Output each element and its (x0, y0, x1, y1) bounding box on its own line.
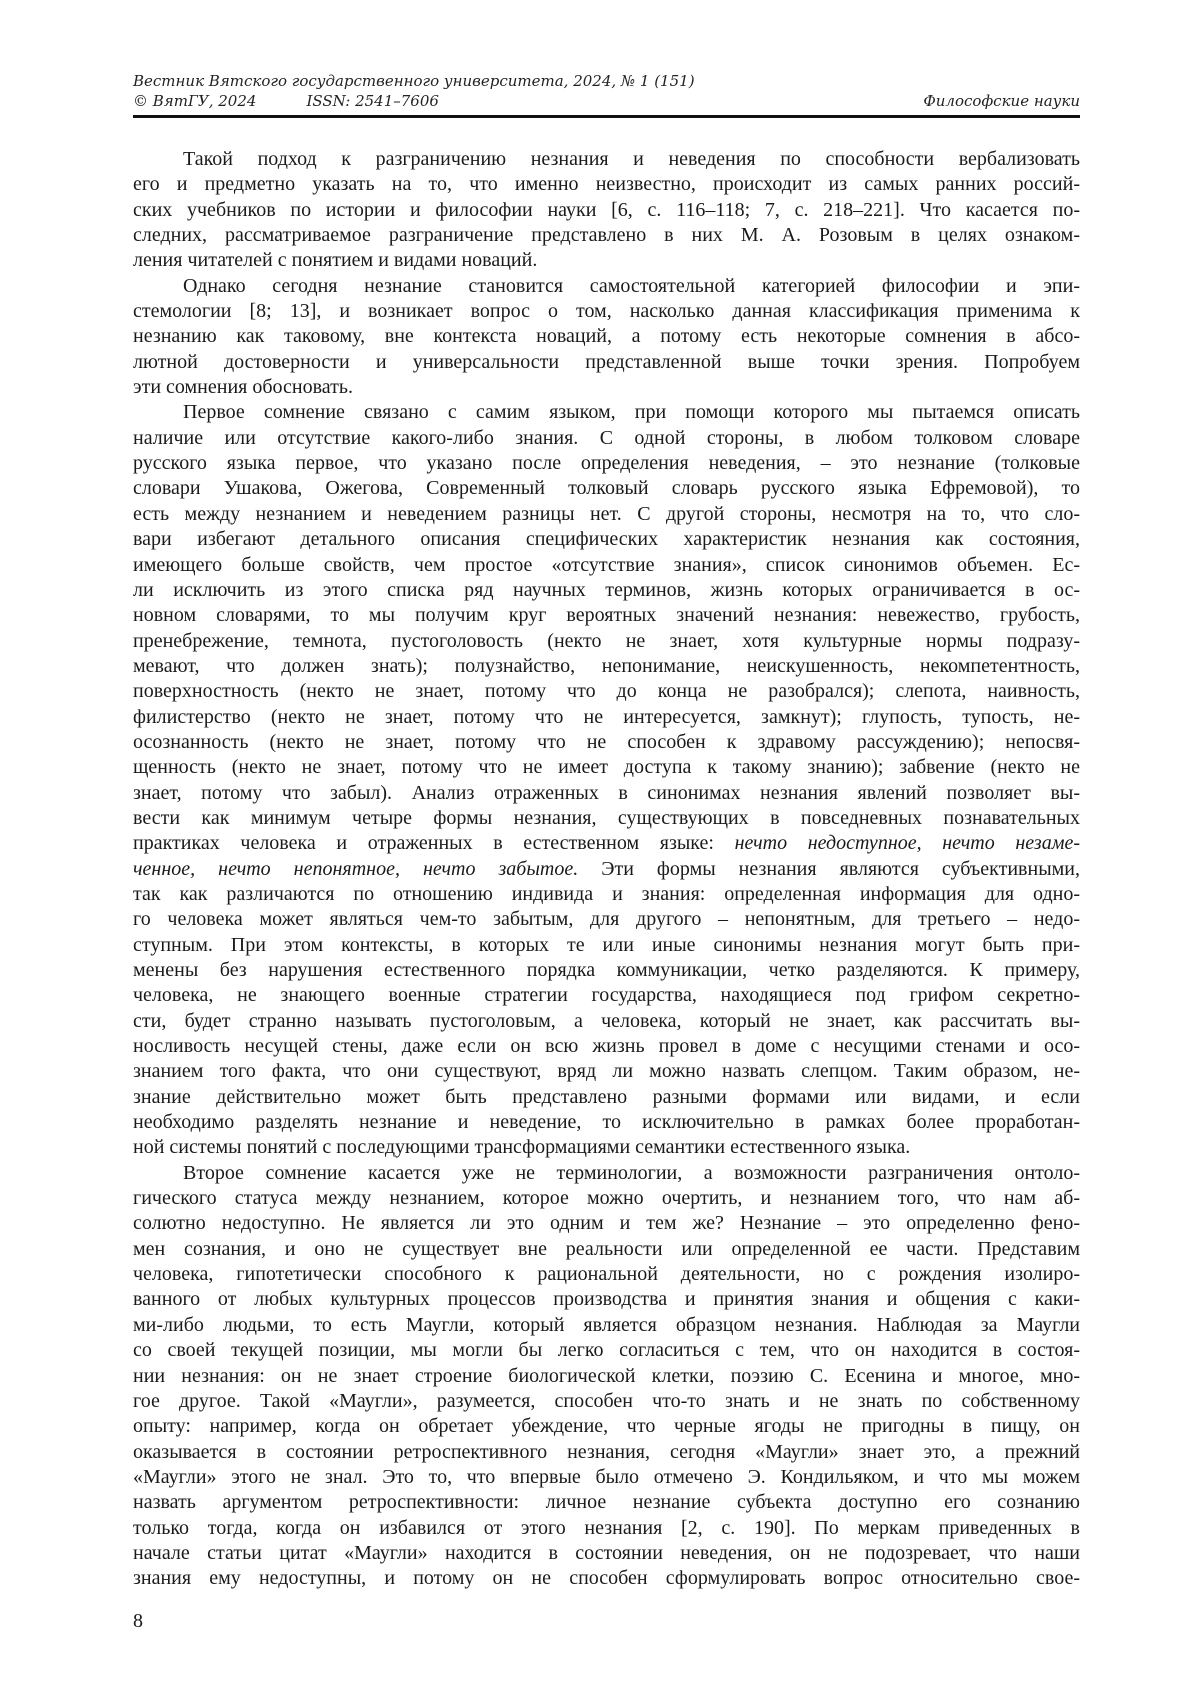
text-line (133, 1414, 1080, 1439)
text-run: Первое сомнение связано с самим языком, при помощи которого мы пытаемся описать (183, 401, 1080, 424)
text-line (133, 1034, 1080, 1059)
text-line (133, 1135, 1080, 1160)
text-line (133, 1237, 1080, 1262)
text-run: эти сомнения обосновать. (133, 376, 354, 399)
text-line (133, 1110, 1080, 1135)
text-run: Эти формы незнания являются субъективными, (578, 857, 1080, 880)
text-line (133, 907, 1080, 932)
text-run: начале статьи цитат «Маугли» находится в состоянии неведения, он не подозревает, что наши (133, 1541, 1080, 1564)
header-rule (133, 115, 1080, 118)
text-line (133, 198, 1080, 223)
text-run: вари избегают детального описания специфических характеристик незнания как состояния, (133, 528, 1080, 551)
text-line (133, 831, 1080, 856)
text-run: филистерство (некто не знает, потому что не интересуется, замкнут); глупость, тупость, не- (133, 705, 1080, 728)
text-line (133, 629, 1080, 654)
text-line (133, 983, 1080, 1008)
text-line (133, 527, 1080, 552)
text-line (133, 730, 1080, 755)
text-run: ной системы понятий с последующими трансформациями семантики естественного языка. (133, 1136, 911, 1159)
text-run: знания ему недоступны, и потому он не способен сформулировать вопрос относительно свое- (133, 1567, 1080, 1590)
text-run: только тогда, когда он избавился от этого незнания [2, с. 190]. По меркам приведенных в (133, 1516, 1080, 1539)
text-line (133, 806, 1080, 831)
issn: ISSN: 2541–7606 (306, 92, 439, 110)
text-line (133, 350, 1080, 375)
text-line (133, 1186, 1080, 1211)
text-run: Однако сегодня незнание становится самостоятельной категорией философии и эпи- (183, 274, 1080, 297)
text-line (133, 1364, 1080, 1389)
text-run: его и предметно указать на то, что именно неизвестно, происходит из самых ранних россий- (133, 173, 1080, 196)
paragraph (133, 1161, 1080, 1592)
text-line (133, 679, 1080, 704)
text-run: «Маугли» этого не знал. Это то, что впервые было отмечено Э. Кондильяком, и что мы можем (133, 1465, 1080, 1488)
text-run: мевают, что должен знать); полузнайство, непонимание, неискушенность, некомпетентность, (133, 654, 1080, 677)
text-run: осознанность (некто не знает, потому что не способен к здравому рассуждению); непосвя- (133, 730, 1080, 753)
text-run: опыту: например, когда он обретает убеждение, что черные ягоды не пригодны в пищу, он (133, 1415, 1080, 1438)
text-line (133, 274, 1080, 299)
text-run: наличие или отсутствие какого-либо знания. С одной стороны, в любом толковом словаре (133, 426, 1080, 449)
text-run: незнанию как таковому, вне контекста новаций, а потому есть некоторые сомнения в абсо- (133, 325, 1080, 348)
text-run: стемологии [8; 13], и возникает вопрос о том, насколько данная классификация применима к (133, 300, 1080, 323)
text-run: лютной достоверности и универсальности представленной выше точки зрения. Попробуем (133, 350, 1080, 373)
text-run: необходимо разделять незнание и неведение, то исключительно в рамках более проработан- (133, 1111, 1080, 1134)
text-run: Такой подход к разграничению незнания и неведения по способности вербализовать (183, 148, 1080, 170)
text-line (133, 654, 1080, 679)
text-line (133, 1541, 1080, 1566)
paragraph (133, 274, 1080, 401)
text-run: ских учебников по истории и философии науки [6, с. 116–118; 7, с. 218–221]. Что касается по- (133, 198, 1080, 221)
text-line (133, 248, 1080, 273)
journal-title: Вестник Вятского государственного университета, 2024, № 1 (151) (133, 72, 695, 90)
text-run: знанием того факта, что они существуют, вряд ли можно назвать слепцом. Таким образом, не- (133, 1060, 1080, 1083)
text-run: человека, не знающего военные стратегии государства, находящиеся под грифом секретно- (133, 984, 1080, 1007)
text-line (133, 1516, 1080, 1541)
text-line (133, 426, 1080, 451)
text-line (133, 1085, 1080, 1110)
text-run: русского языка первое, что указано после определения неведения, – это незнание (толковые (133, 452, 1080, 475)
text-line (133, 400, 1080, 425)
text-line (133, 1211, 1080, 1236)
text-run: имеющего больше свойств, чем простое «отсутствие знания», список синонимов объемен. Ес- (133, 553, 1080, 576)
italic-text: нечто недоступное, нечто незаме- (734, 832, 1080, 855)
text-run: есть между незнанием и неведением разницы нет. С другой стороны, несмотря на то, что сло- (133, 502, 1080, 525)
text-line (133, 375, 1080, 400)
text-run: практиках человека и отраженных в естественном языке: (133, 832, 735, 855)
text-run: назвать аргументом ретроспективности: личное незнание субъекта доступно его сознанию (133, 1491, 1080, 1514)
text-line (133, 1009, 1080, 1034)
text-line (133, 324, 1080, 349)
section-name: Философские науки (923, 92, 1080, 110)
text-line (133, 1389, 1080, 1414)
text-run: человека, гипотетически способного к рациональной деятельности, но с рождения изолиро- (133, 1263, 1080, 1286)
text-line (133, 172, 1080, 197)
text-line (133, 1161, 1080, 1186)
text-line (133, 502, 1080, 527)
text-line (133, 1465, 1080, 1490)
text-run: ступным. При этом контексты, в которых те или иные синонимы незнания могут быть при- (133, 933, 1080, 956)
text-run: знает, потому что забыл). Анализ отраженных в синонимах незнания явлений позволяет вы- (133, 781, 1080, 804)
text-run: Второе сомнение касается уже не терминологии, а возможности разграничения онтоло- (183, 1161, 1080, 1184)
text-line (133, 958, 1080, 983)
text-run: солютно недоступно. Не является ли это одним и тем же? Незнание – это определенно фено- (133, 1212, 1080, 1235)
text-line (133, 451, 1080, 476)
text-line (133, 223, 1080, 248)
paragraph (133, 400, 1080, 1160)
text-line (133, 882, 1080, 907)
text-line (133, 857, 1080, 882)
text-line (133, 781, 1080, 806)
text-run: ми-либо людьми, то есть Маугли, который является образцом незнания. Наблюдая за Маугли (133, 1313, 1080, 1336)
text-run: ванного от любых культурных процессов производства и принятия знания и общения с каки- (133, 1288, 1080, 1311)
text-run: так как различаются по отношению индивида и знания: определенная информация для одно- (133, 882, 1080, 905)
text-run: со своей текущей позиции, мы могли бы легко согласиться с тем, что он находится в состоя- (133, 1339, 1080, 1362)
text-run: менены без нарушения естественного порядка коммуникации, четко разделяются. К примеру, (133, 959, 1080, 981)
text-run: щенность (некто не знает, потому что не имеет доступа к такому знанию); забвение (некто не (133, 756, 1080, 779)
text-line (133, 553, 1080, 578)
paragraph (133, 147, 1080, 274)
text-run: сти, будет странно называть пустоголовым, а человека, который не знает, как рассчитать вы- (133, 1009, 1080, 1032)
text-line (133, 147, 1080, 172)
italic-text: ченное, нечто непонятное, нечто забытое. (133, 857, 579, 880)
text-run: ления читателей с понятием и видами новаций. (133, 249, 538, 272)
text-run: гое другое. Такой «Маугли», разумеется, способен что-то знать и не знать по собственному (133, 1389, 1080, 1412)
text-run: вести как минимум четыре формы незнания, существующих в повседневных познавательных (133, 806, 1080, 829)
copyright: © ВятГУ, 2024 (133, 92, 257, 110)
text-line (133, 1287, 1080, 1312)
text-line (133, 933, 1080, 958)
text-run: следних, рассматриваемое разграничение представлено в них М. А. Розовым в целях ознаком- (133, 224, 1080, 247)
text-line (133, 705, 1080, 730)
text-line (133, 299, 1080, 324)
text-run: знание действительно может быть представлено разными формами или видами, и если (133, 1085, 1080, 1108)
text-line (133, 578, 1080, 603)
text-run: пренебрежение, темнота, пустоголовость (некто не знает, хотя культурные нормы подразу- (133, 629, 1080, 652)
text-line (133, 1262, 1080, 1287)
text-line (133, 603, 1080, 628)
text-run: оказывается в состоянии ретроспективного незнания, сегодня «Маугли» знает это, а прежний (133, 1440, 1080, 1463)
text-run: ли исключить из этого списка ряд научных терминов, жизнь которых ограничивается в ос- (133, 578, 1080, 601)
text-line (133, 1313, 1080, 1338)
text-line (133, 1490, 1080, 1515)
text-run: нии незнания: он не знает строение биологической клетки, поэзию С. Есенина и многое, мно- (133, 1364, 1080, 1387)
text-run: мен сознания, и оно не существует вне реальности или определенной ее части. Представим (133, 1237, 1080, 1260)
article-body (133, 147, 1080, 1592)
text-run: новном словарями, то мы получим круг вероятных значений незнания: невежество, грубость, (133, 604, 1080, 627)
text-run: го человека может являться чем-то забытым, для другого – непонятным, для третьего – недо- (133, 908, 1080, 931)
text-line (133, 1059, 1080, 1084)
text-line (133, 755, 1080, 780)
text-line (133, 1338, 1080, 1363)
text-line (133, 1440, 1080, 1465)
text-run: носливость несущей стены, даже если он всю жизнь провел в доме с несущими стенами и осо- (133, 1035, 1080, 1058)
text-run: гического статуса между незнанием, которое можно очертить, и незнанием того, что нам аб- (133, 1187, 1080, 1210)
header-meta (133, 92, 1080, 110)
text-run: поверхностность (некто не знает, потому что до конца не разобрался); слепота, наивность, (133, 680, 1080, 703)
text-line (133, 476, 1080, 501)
text-line (133, 1566, 1080, 1591)
text-run: словари Ушакова, Ожегова, Современный толковый словарь русского языка Ефремовой), то (133, 477, 1080, 500)
page-number: 8 (133, 1610, 143, 1632)
